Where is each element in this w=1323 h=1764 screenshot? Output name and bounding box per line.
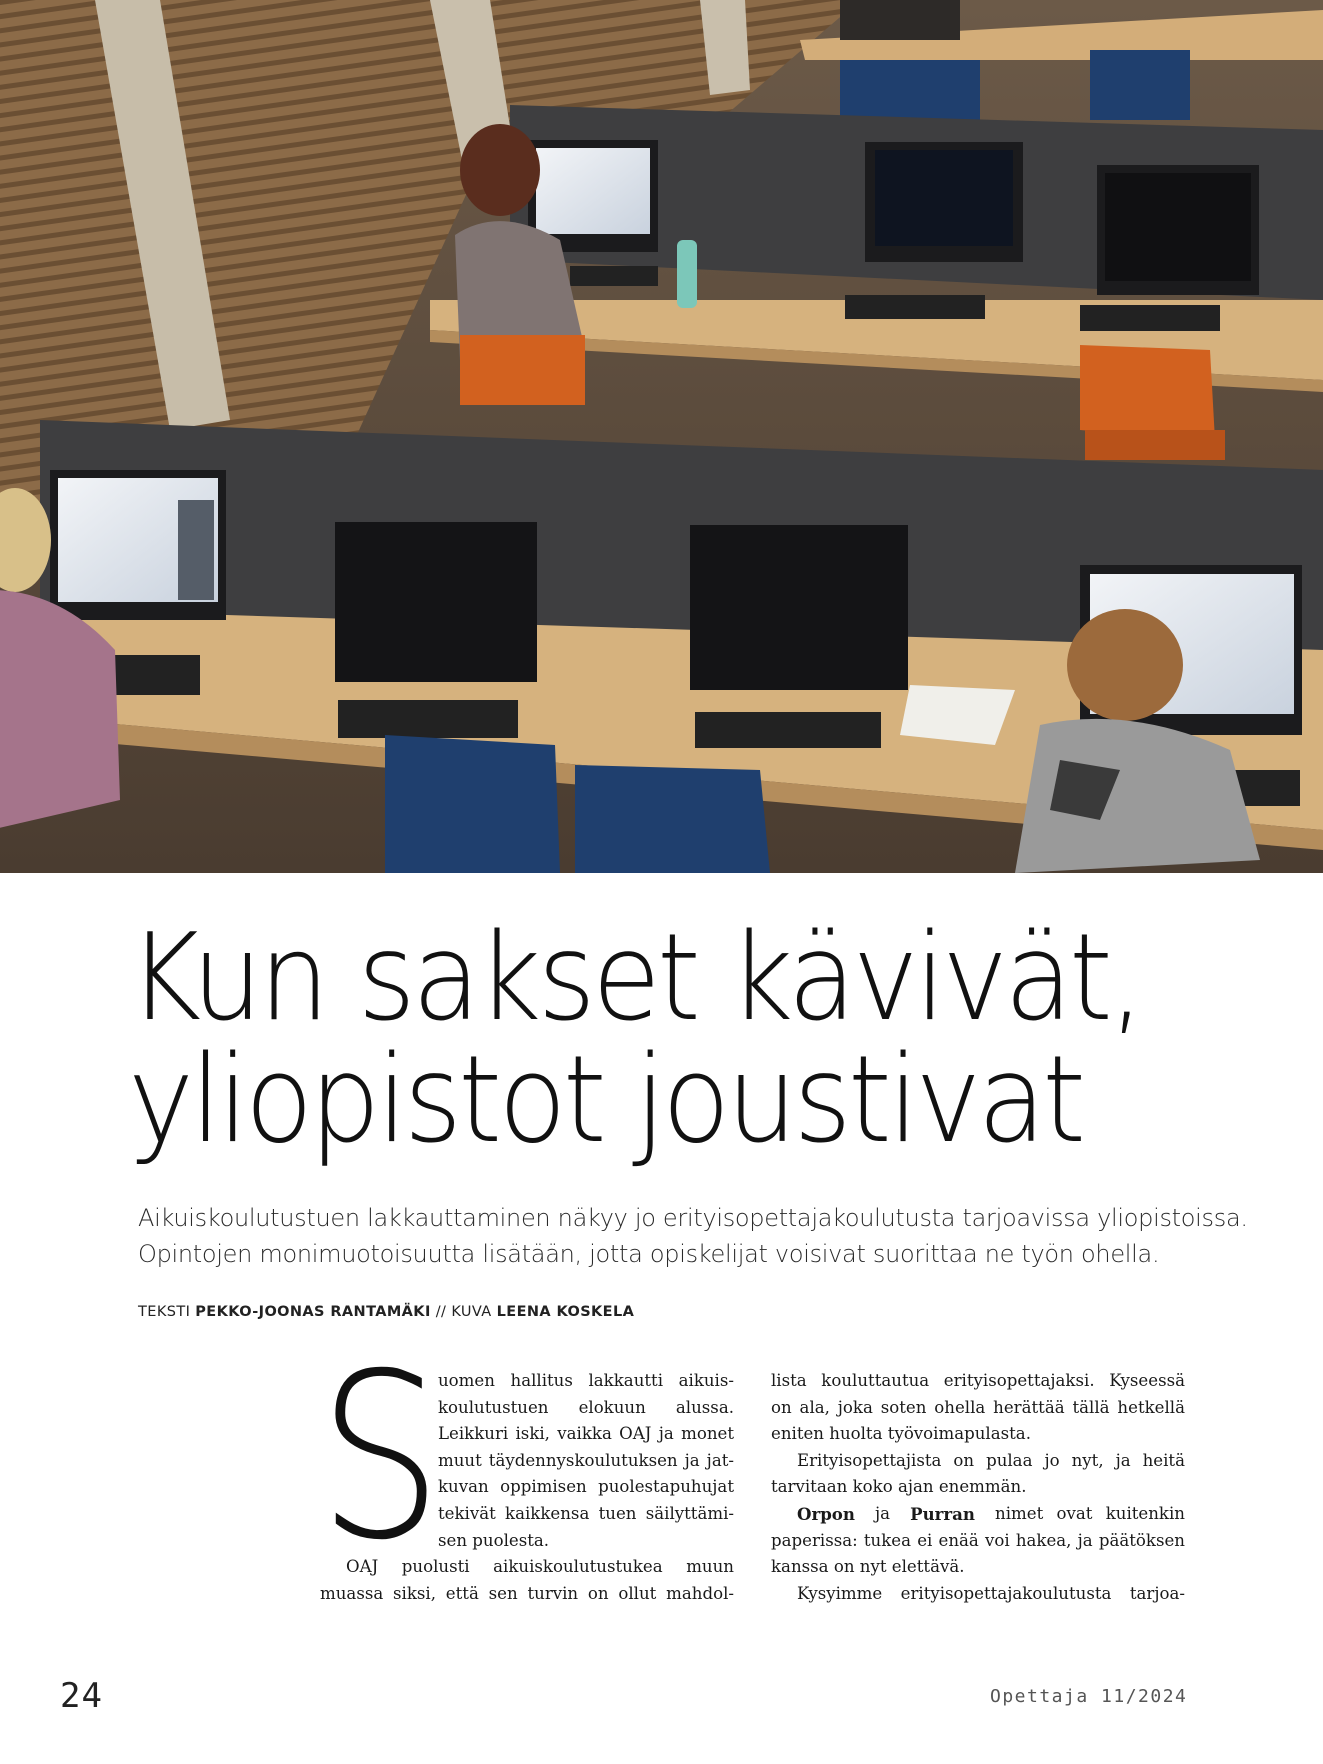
byline-author: PEKKO-JOONAS RANTAMÄKI — [195, 1304, 431, 1320]
body-line: uomen hallitus lakkautti aikuis- — [438, 1371, 734, 1390]
byline-separator: // — [435, 1304, 447, 1320]
body-paragraph-6 — [771, 1581, 1185, 1608]
photo-icon — [0, 0, 1323, 873]
body-line: koulutustuen elokuun alussa. — [438, 1397, 734, 1417]
body-line: tekivät kaikkensa tuen säilyttämi- — [438, 1503, 734, 1523]
body-line: sen puolesta. — [438, 1530, 550, 1550]
body-line: eniten huolta työvoimapulasta. — [771, 1424, 1031, 1444]
lead-paragraph — [138, 1200, 1248, 1272]
body-line: tarvitaan koko ajan enemmän. — [771, 1477, 1027, 1497]
body-line: muut täydennyskoulutuksen ja jat- — [438, 1450, 734, 1470]
body-line: kanssa on nyt elettävä. — [771, 1557, 965, 1577]
magazine-issue: Opettaja 11/2024 — [990, 1686, 1188, 1707]
person-name-purra: Purran — [910, 1503, 975, 1524]
page-title — [128, 909, 1198, 1170]
headline-line-2: yliopistot joustivat — [128, 1031, 1083, 1170]
body-line: Kysyimme erityisopettajakoulutusta tarjoa- — [797, 1583, 1185, 1603]
body-paragraph-5 — [771, 1501, 1185, 1581]
body-line: muassa siksi, että sen turvin on ollut mahdol- — [320, 1583, 734, 1603]
body-line: lista kouluttautua erityisopettajaksi. Kyseessä — [771, 1371, 1185, 1390]
byline-text-label: TEKSTI — [138, 1304, 191, 1320]
body-paragraph-2 — [320, 1554, 734, 1607]
body-line: paperissa: tukea ei enää voi hakea, ja päätöksen — [771, 1530, 1185, 1550]
body-paragraph-1 — [320, 1368, 734, 1554]
headline-line-1: Kun sakset kävivät, — [128, 909, 1141, 1048]
body-line: on ala, joka soten ohella herättää tällä hetkellä — [771, 1397, 1185, 1417]
person-name-orpo: Orpon — [797, 1503, 855, 1524]
drop-cap: S — [318, 1324, 443, 1590]
body-paragraph-3 — [771, 1368, 1185, 1448]
body-column-1 — [320, 1368, 734, 1607]
lead-line-1: Aikuiskoulutustuen lakkauttaminen näkyy jo erityisopettajakoulutusta tarjoavissa yliopistoissa. — [138, 1204, 1248, 1232]
byline-photo-label: KUVA — [451, 1304, 492, 1320]
lead-line-2: Opintojen monimuotoisuutta lisätään, jotta opiskelijat voisivat suorittaa ne työn ohella. — [138, 1240, 1160, 1268]
body-line: kuvan oppimisen puolestapuhujat — [438, 1477, 734, 1497]
page-number: 24 — [60, 1676, 103, 1716]
byline-photographer: LEENA KOSKELA — [496, 1304, 635, 1320]
body-line — [771, 1501, 1185, 1528]
byline — [138, 1304, 634, 1320]
body-line-rest: nimet ovat kuitenkin — [995, 1503, 1185, 1523]
body-column-2 — [771, 1368, 1185, 1607]
body-paragraph-4 — [771, 1448, 1185, 1501]
body-line: Erityisopettajista on pulaa jo nyt, ja heitä — [797, 1450, 1185, 1470]
article-photo — [0, 0, 1323, 873]
body-line: OAJ puolusti aikuiskoulutustukea muun — [346, 1557, 734, 1577]
conjunction: ja — [875, 1503, 891, 1523]
body-line: Leikkuri iski, vaikka OAJ ja monet — [438, 1424, 734, 1444]
